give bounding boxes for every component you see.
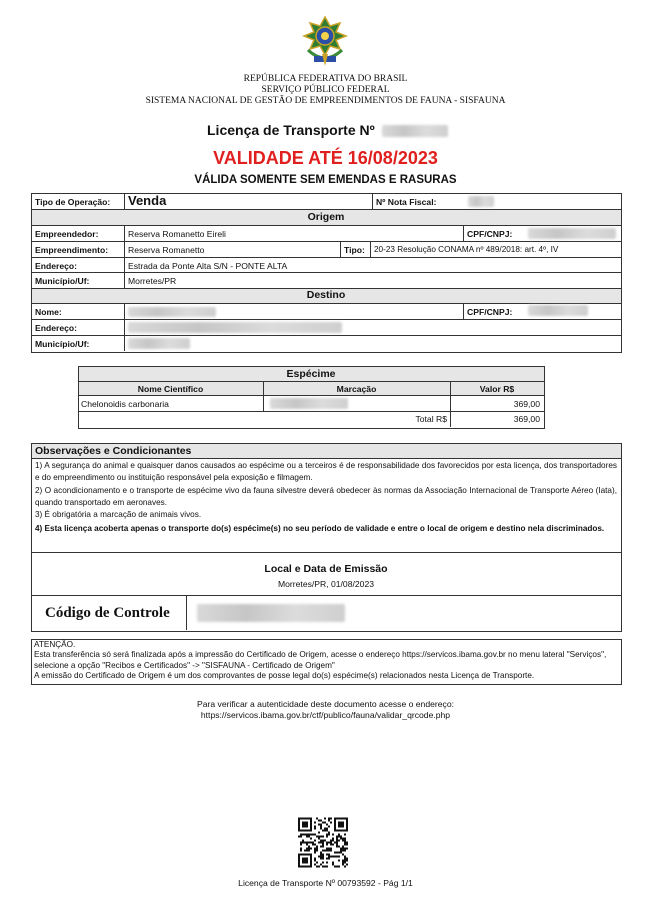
verify-line1: Para verificar a autenticidade deste documento acesse o endereço: [196, 699, 454, 709]
license-title: Licença de Transporte Nº [207, 122, 375, 138]
total-label: Total R$ [415, 414, 447, 424]
destino-nome-redacted [128, 307, 216, 317]
codigo-controle-label: Código de Controle [45, 605, 170, 621]
destino-endereco-label: Endereço: [35, 323, 78, 333]
origem-municipio-label: Município/Uf: [35, 276, 90, 286]
destino-endereco-redacted [128, 322, 342, 333]
validity-date: VALIDADE ATÉ 16/08/2023 [213, 148, 438, 168]
total-value: 369,00 [513, 414, 540, 424]
col-marcacao: Marcação [336, 384, 377, 394]
nf-redacted [468, 196, 494, 207]
destino-heading: Destino [306, 289, 346, 301]
qr-code-icon[interactable] [298, 816, 348, 869]
destino-municipio-redacted [128, 338, 190, 349]
operation-label: Tipo de Operação: [35, 197, 111, 207]
empreendedor-value: Reserva Romanetto Eireli [128, 229, 226, 239]
empreendimento-label: Empreendimento: [35, 245, 109, 255]
footer-page-info: Licença de Transporte Nº 00793592 - Pág 1/1 [238, 878, 413, 888]
tipo-label: Tipo: [344, 245, 365, 255]
destino-municipio-label: Município/Uf: [35, 339, 90, 349]
operation-value: Venda [128, 193, 167, 208]
obs-4: 4) Esta licença acoberta apenas o transporte do(s) espécime(s) no seu período de validade e entre o local de origem e destino nela discriminados. [35, 524, 605, 533]
emissao-heading: Local e Data de Emissão [264, 563, 388, 575]
header-system: SISTEMA NACIONAL DE GESTÃO DE EMPREENDIMENTOS DE FAUNA - SISFAUNA [145, 96, 506, 106]
atencao-text2: A emissão do Certificado de Origem é um dos comprovantes de posse legal do(s) espécime(s) relacionados nesta Licença de Transporte. [34, 671, 535, 680]
atencao-text: Esta transferência só será finalizada após a impressão do Certificado de Origem, acesse o endereço https://servicos.ibama.gov.br no menu lateral "Serviços", selecione a opção "Recibos e Certificados" -> "SISFAUNA - Certificado de Origem" [34, 650, 607, 670]
verify-link[interactable]: https://servicos.ibama.gov.br/ctf/publico/fauna/validar_qrcode.php [200, 710, 451, 720]
destino-nome-label: Nome: [35, 307, 62, 317]
origem-endereco-value: Estrada da Ponte Alta S/N - PONTE ALTA [128, 261, 288, 271]
destino-cpf-label: CPF/CNPJ: [467, 307, 513, 317]
valid-note: VÁLIDA SOMENTE SEM EMENDAS E RASURAS [194, 174, 457, 186]
obs-2: 2) O acondicionamento e o transporte de espécime vivo da fauna silvestre deverá obedecer às normas da Associação Internacional de Transporte Aéreo (Iata), quando transportado em aeronaves. [35, 486, 617, 507]
nf-label: Nº Nota Fiscal: [376, 197, 437, 207]
origem-heading: Origem [307, 211, 345, 223]
emissao-value: Morretes/PR, 01/08/2023 [277, 579, 375, 589]
codigo-controle-redacted [197, 604, 345, 622]
origem-municipio-value: Morretes/PR [128, 276, 177, 286]
atencao-title: ATENÇÃO. [34, 640, 76, 649]
observacoes-heading: Observações e Condicionantes [35, 445, 192, 457]
especime-nome: Chelonoidis carbonaria [81, 399, 169, 409]
empreendimento-value: Reserva Romanetto [128, 245, 205, 255]
marcacao-redacted [270, 398, 348, 409]
col-nome-cientifico: Nome Científico [137, 384, 204, 394]
empreendedor-label: Empreendedor: [35, 229, 99, 239]
destino-cpf-redacted [528, 305, 588, 316]
obs-1: 1) A segurança do animal e quaisquer danos causados ao espécime ou a terceiros é de responsabilidade dos favorecidos por esta licença, dos transportadores e do empreendimento ou instituição responsável pela exposição e filmagem. [35, 461, 617, 482]
especime-heading: Espécime [286, 368, 336, 380]
origem-cpf-label: CPF/CNPJ: [467, 229, 513, 239]
brazil-coat-of-arms-icon [300, 16, 350, 68]
header-republic: REPÚBLICA FEDERATIVA DO BRASIL [243, 74, 408, 84]
col-valor: Valor R$ [479, 384, 515, 394]
license-number-redacted [382, 125, 448, 137]
header-service: SERVIÇO PÚBLICO FEDERAL [261, 85, 390, 95]
especime-valor: 369,00 [513, 399, 540, 409]
origem-cpf-redacted [528, 228, 616, 239]
obs-3: 3) É obrigatória a marcação de animais vivos. [35, 510, 202, 519]
origem-endereco-label: Endereço: [35, 261, 78, 271]
tipo-value: 20-23 Resolução CONAMA nº 489/2018: art. 4º, IV [374, 245, 559, 254]
